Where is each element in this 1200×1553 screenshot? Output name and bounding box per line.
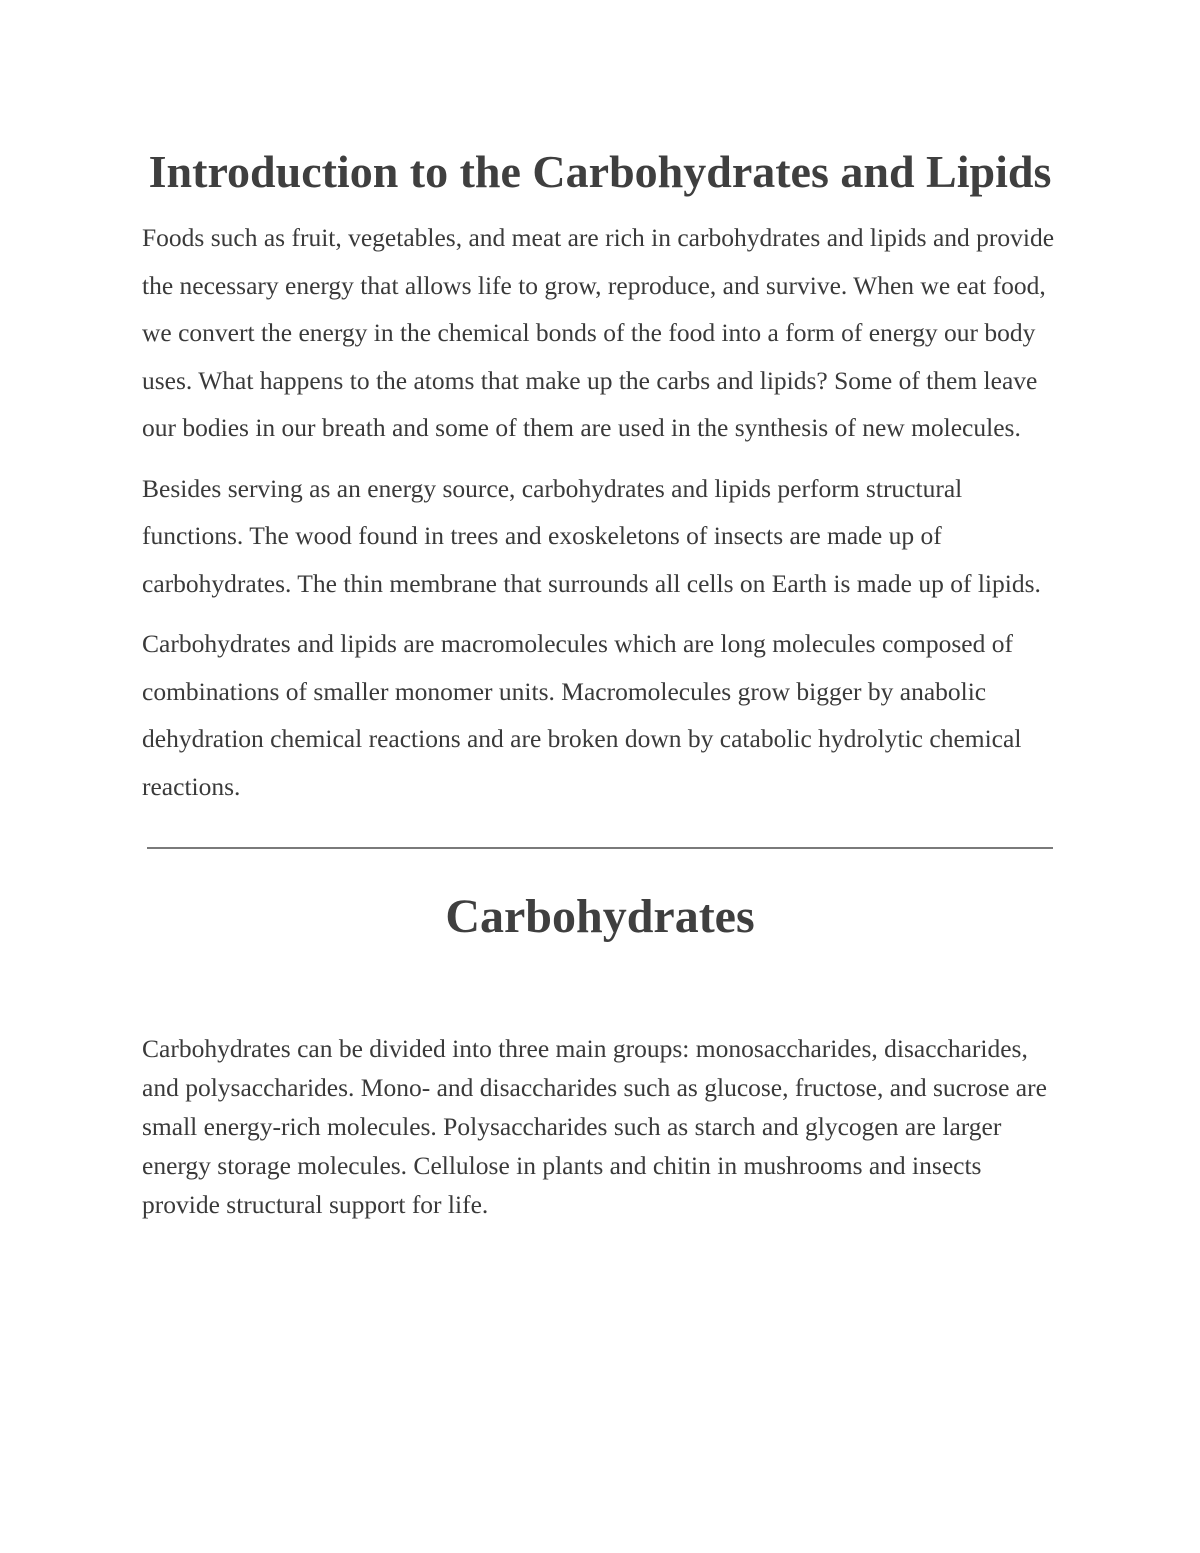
page-title: Introduction to the Carbohydrates and Lipids <box>148 146 1052 197</box>
horizontal-divider <box>147 847 1053 849</box>
section-heading-carbohydrates: Carbohydrates <box>445 890 755 943</box>
document-content <box>142 140 1058 1224</box>
carbohydrates-paragraph: Carbohydrates can be divided into three main groups: monosaccharides, disaccharides, and polysaccharides. Mono- and disaccharides such as glucose, fructose, and sucrose are small energy-rich molecules. Polysaccharides such as starch and glycogen are larger energy storage molecules. Cellulose in plants and chitin in mushrooms and insects provide structural support for life. <box>142 1034 1047 1219</box>
intro-paragraph-3: Carbohydrates and lipids are macromolecules which are long molecules composed of combinations of smaller monomer units. Macromolecules grow bigger by anabolic dehydration chemical reactions and are broken down by catabolic hydrolytic chemical reactions. <box>142 629 1022 801</box>
intro-paragraph-1: Foods such as fruit, vegetables, and meat are rich in carbohydrates and lipids and provide the necessary energy that allows life to grow, reproduce, and survive. When we eat food, we convert the energy in the chemical bonds of the food into a form of energy our body uses. What happens to the atoms that make up the carbs and lipids? Some of them leave our bodies in our breath and some of them are used in the synthesis of new molecules. <box>142 223 1055 442</box>
intro-paragraph-2: Besides serving as an energy source, carbohydrates and lipids perform structural functions. The wood found in trees and exoskeletons of insects are made up of carbohydrates. The thin membrane that surrounds all cells on Earth is made up of lipids. <box>142 473 1041 598</box>
carbohydrates-section <box>142 1029 1058 1224</box>
intro-section <box>142 214 1058 810</box>
